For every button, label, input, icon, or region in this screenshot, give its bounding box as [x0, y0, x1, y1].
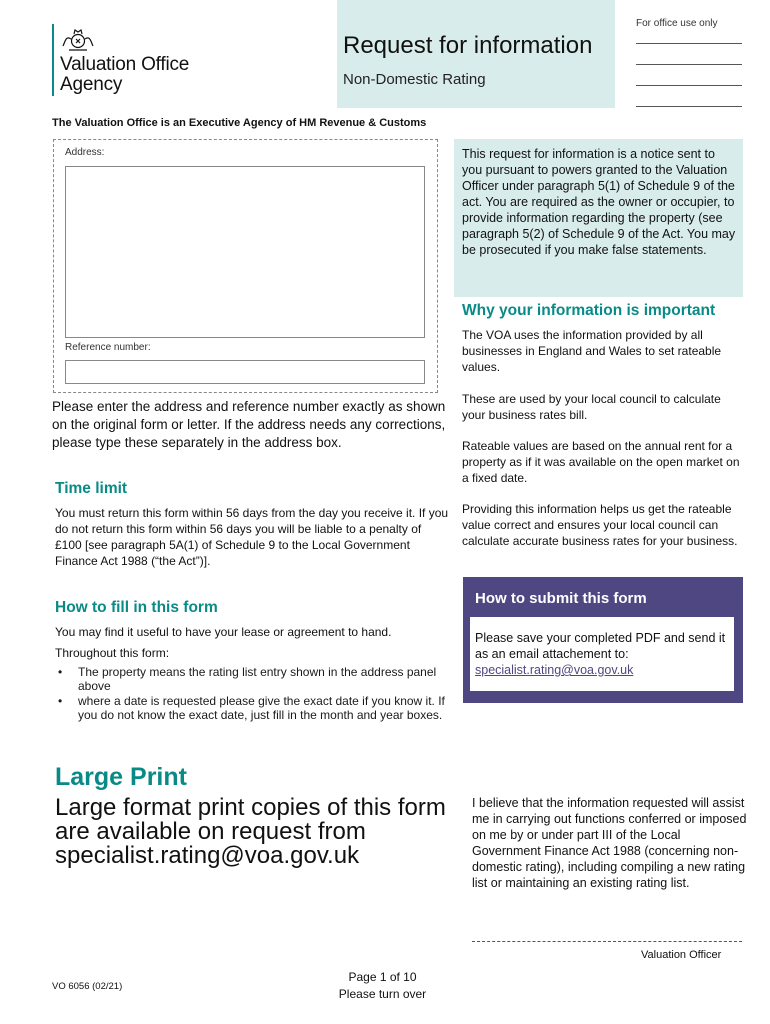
submit-text — [475, 630, 733, 678]
notice-text: This request for information is a notice sent to you pursuant to powers granted to the Valuation Officer under paragraph 5(1) of Schedule 9 of the act. You are required as the owner or occupier, to provide information regarding the property (see paragraph 5(2) of Schedule 9 of the Act. You may be prosecuted if you make false statements. — [462, 147, 736, 257]
email-link[interactable]: specialist.rating@voa.gov.uk — [475, 663, 634, 677]
page-subtitle: Non-Domestic Rating — [343, 71, 486, 88]
form-code: VO 6056 (02/21) — [52, 981, 123, 992]
why-paragraph: Rateable values are based on the annual rent for a property as if it was available on the open market on a fixed date. — [462, 439, 740, 485]
office-use-line — [636, 85, 742, 86]
large-print-heading: Large Print — [55, 763, 187, 791]
royal-crest-icon — [60, 26, 96, 52]
office-use-line — [636, 106, 742, 107]
why-paragraph: The VOA uses the information provided by all businesses in England and Wales to set rateable values. — [462, 328, 722, 374]
list-item: • where a date is requested please give the exact date if you know it. If you do not know the exact date, just fill in the month and year boxes. — [55, 694, 450, 722]
address-label: Address: — [65, 147, 105, 158]
logo-accent-bar — [52, 24, 54, 96]
signature-line — [472, 941, 742, 942]
address-field[interactable] — [65, 166, 425, 338]
large-print-text: Large format print copies of this form are available on request from specialist.rating@voa.gov.uk — [55, 794, 446, 869]
time-limit-heading: Time limit — [55, 480, 128, 497]
belief-statement: I believe that the information requested will assist me in carrying out functions conferred or imposed on me by or under part III of the Local Government Finance Act 1988 (concerning non-domestic rating), including compiling a new rating list or maintaining an existing rating list. — [472, 796, 747, 890]
office-use-label: For office use only — [636, 18, 718, 29]
page-number: Page 1 of 10 — [348, 970, 417, 984]
org-name-line2: Agency — [60, 74, 123, 95]
turn-over-note: Please turn over — [338, 987, 427, 1001]
organisation-name — [60, 55, 220, 95]
reference-number-field[interactable] — [65, 360, 425, 384]
office-use-line — [636, 43, 742, 44]
how-to-fill-intro: You may find it useful to have your lease or agreement to hand. — [55, 625, 392, 639]
why-paragraph: Providing this information helps us get the rateable value correct and ensures your local council can calculate accurate business rates for your business. — [462, 502, 738, 548]
address-instructions: Please enter the address and reference number exactly as shown on the original form or letter. If the address needs any corrections, please type these separately in the address box. — [52, 399, 446, 450]
how-to-fill-heading: How to fill in this form — [55, 599, 218, 616]
reference-number-label: Reference number: — [65, 342, 151, 353]
how-to-fill-throughout: Throughout this form: — [55, 646, 170, 660]
submit-instructions: Please save your completed PDF and send it as an email attachement to: — [475, 631, 726, 661]
signature-label: Valuation Officer — [641, 949, 722, 961]
org-name-line1: Valuation Office — [60, 54, 190, 75]
office-use-line — [636, 64, 742, 65]
why-heading: Why your information is important — [462, 302, 716, 319]
agency-statement: The Valuation Office is an Executive Agency of HM Revenue & Customs — [52, 117, 427, 129]
submit-heading: How to submit this form — [475, 590, 647, 607]
page-title: Request for information — [343, 32, 593, 59]
list-item: • The property means the rating list entry shown in the address panel above — [55, 665, 450, 693]
why-paragraph: These are used by your local council to calculate your business rates bill. — [462, 392, 721, 422]
time-limit-text: You must return this form within 56 days from the day you receive it. If you do not return this form within 56 days you will be liable to a penalty of £100 [see paragraph 5A(1) of Schedule 9 to the Local Government Finance Act 1988 (“the Act”)]. — [55, 506, 449, 568]
how-to-fill-list — [55, 665, 450, 723]
